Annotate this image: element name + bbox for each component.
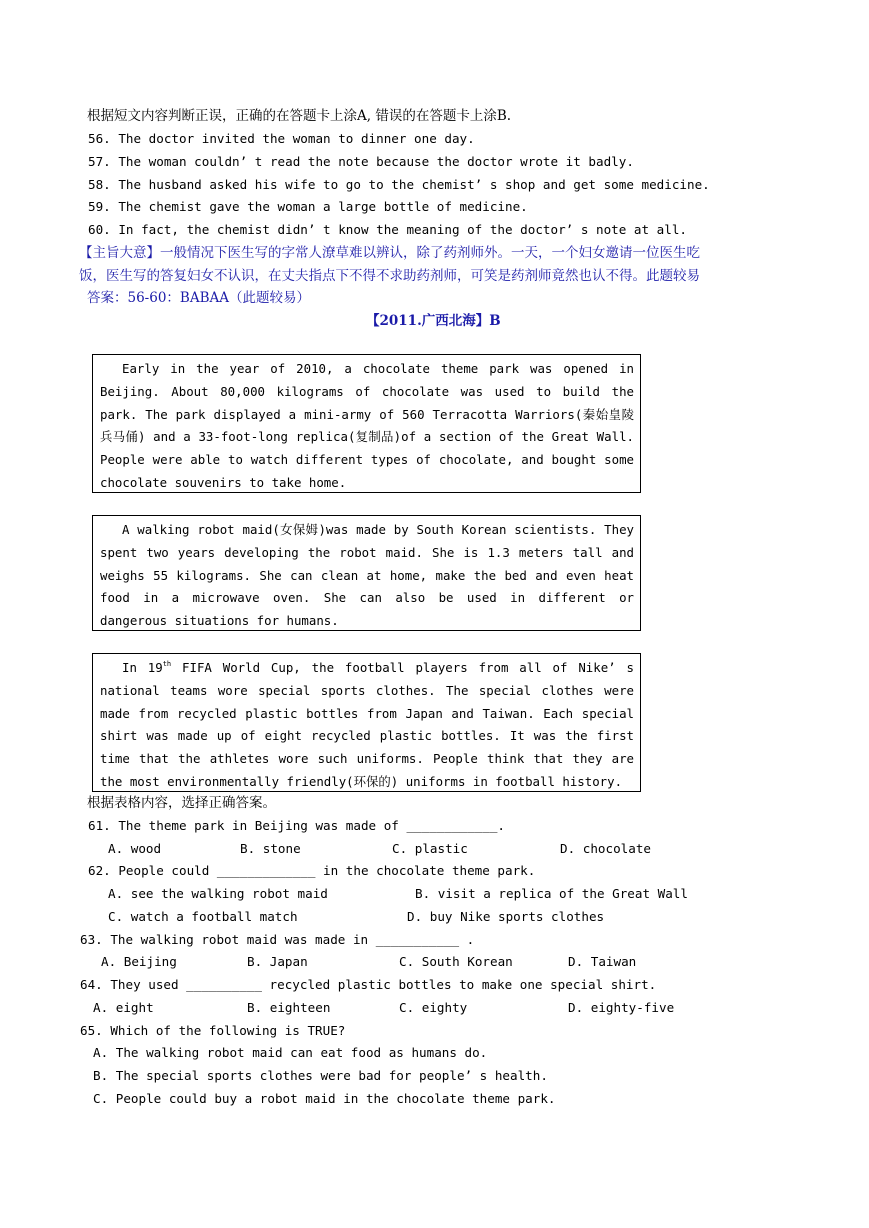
q61-option-c: C. plastic (392, 841, 468, 856)
statement-60: 60. In fact, the chemist didn’ t know the meaning of the doctor’ s note at all. (88, 222, 687, 237)
q61-option-a: A. wood (108, 841, 162, 856)
q64-option-c: C. eighty (399, 1000, 468, 1015)
question-65: 65. Which of the following is TRUE? (80, 1023, 346, 1038)
statement-57: 57. The woman couldn’ t read the note because the doctor wrote it badly. (88, 154, 634, 169)
q62-option-c: C. watch a football match (108, 909, 298, 924)
statement-58: 58. The husband asked his wife to go to the chemist’ s shop and get some medicine. (88, 177, 710, 192)
q61-option-b: B. stone (240, 841, 301, 856)
q65-option-b: B. The special sports clothes were bad for people’ s health. (93, 1068, 548, 1083)
judgement-instruction: 根据短文内容判断正误，正确的在答题卡上涂A, 错误的在答题卡上涂B. (87, 108, 512, 124)
passage-box-chocolate-park (92, 354, 641, 493)
q62-option-d: D. buy Nike sports clothes (407, 909, 605, 924)
q64-option-b: B. eighteen (247, 1000, 331, 1015)
statement-59: 59. The chemist gave the woman a large bottle of medicine. (88, 199, 528, 214)
passage-text: A walking robot maid(女保姆)was made by South Korean scientists. They spent two years developing the robot maid. She is 1.3 meters tall and weighs 55 kilograms. She can clean at home, make the bed and even heat food in a microwave oven. She can also be used in different or dangerous situations for humans. (100, 522, 634, 629)
q65-option-a: A. The walking robot maid can eat food as humans do. (93, 1045, 488, 1060)
q62-option-b: B. visit a replica of the Great Wall (415, 886, 688, 901)
question-63: 63. The walking robot maid was made in ___________ . (80, 932, 475, 947)
q62-option-a: A. see the walking robot maid (108, 886, 328, 901)
ordinal-suffix: th (162, 660, 172, 668)
q63-option-d: D. Taiwan (568, 954, 637, 969)
q64-option-d: D. eighty-five (568, 1000, 675, 1015)
passage-text-pre: In 19 (122, 660, 163, 675)
passage-text: Early in the year of 2010, a chocolate theme park was opened in Beijing. About 80,000 kilograms of chocolate was used to build the park. The park displayed a mini-army of 560 Terracotta Warriors(秦始皇陵兵马俑) and a 33-foot-long replica(复制品)of a section of the Great Wall. People were able to watch different types of chocolate, and bought some chocolate souvenirs to take home. (100, 361, 634, 490)
q63-option-b: B. Japan (247, 954, 308, 969)
summary-line-1: 【主旨大意】一般情况下医生写的字常人潦草难以辨认，除了药剂师外。一天，一个妇女邀请一位医生吃 (79, 245, 700, 261)
question-64: 64. They used __________ recycled plastic bottles to make one special shirt. (80, 977, 657, 992)
summary-line-2: 饭，医生写的答复妇女不认识，在丈夫指点下不得不求助药剂师，可笑是药剂师竟然也认不得。此题较易 (79, 268, 700, 284)
passage-box-robot-maid (92, 515, 641, 631)
q63-option-c: C. South Korean (399, 954, 513, 969)
q61-option-d: D. chocolate (560, 841, 651, 856)
passage-text: FIFA World Cup, the football players from all of Nike’ s national teams wore special sports clothes. The special clothes were made from recycled plastic bottles from Japan and Taiwan. Each special shirt was made up of eight recycled plastic bottles. It was the first time that the athletes wore such uniforms. People think that they are the most environmentally friendly(环保的) uniforms in football history. (100, 660, 634, 789)
statement-56: 56. The doctor invited the woman to dinner one day. (88, 131, 475, 146)
q64-option-a: A. eight (93, 1000, 154, 1015)
passage-box-sports-clothes (92, 653, 641, 792)
table-question-instruction: 根据表格内容，选择正确答案。 (87, 795, 276, 811)
answer-line: 答案：56-60：BABAA（此题较易） (87, 290, 311, 306)
section-heading: 【2011.广西北海】B (366, 313, 501, 329)
question-62: 62. People could _____________ in the chocolate theme park. (88, 863, 536, 878)
q63-option-a: A. Beijing (101, 954, 177, 969)
q65-option-c: C. People could buy a robot maid in the chocolate theme park. (93, 1091, 556, 1106)
question-61: 61. The theme park in Beijing was made of ____________. (88, 818, 506, 833)
